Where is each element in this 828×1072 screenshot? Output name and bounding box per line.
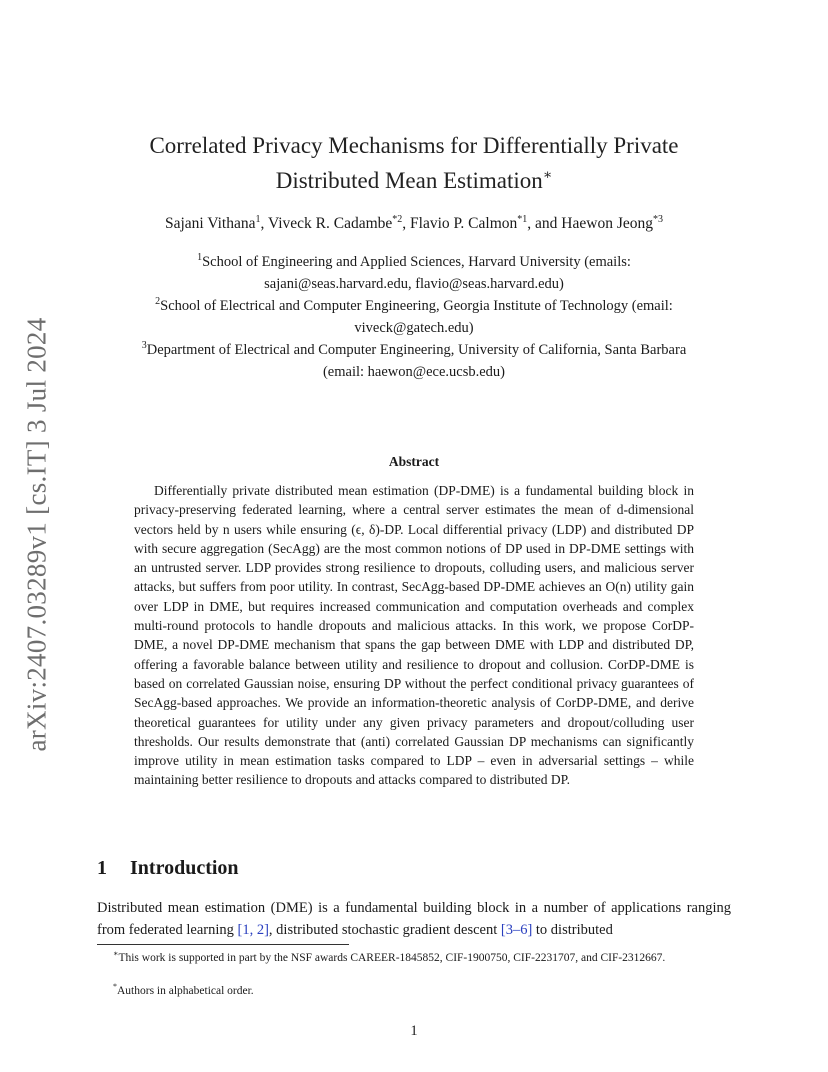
affiliation-emails: sajani@seas.harvard.edu, flavio@seas.harvard.edu) xyxy=(264,276,564,292)
introduction-paragraph xyxy=(97,897,731,941)
section-title: Introduction xyxy=(130,857,239,879)
title-footnote-mark: ∗ xyxy=(542,168,553,183)
abstract-heading: Abstract xyxy=(388,454,440,469)
footnote-mark: ∗ xyxy=(113,949,119,958)
paper-title xyxy=(100,128,728,198)
footnote-text: This work is supported in part by the NSF awards CAREER-1845852, CIF-1900750, CIF-2231707, and CIF-2312667. xyxy=(118,952,666,964)
affiliation-number: 2 xyxy=(155,296,161,307)
arxiv-stamp-text: arXiv:2407.03289v1 [cs.IT] 3 Jul 2024 xyxy=(21,316,52,752)
arxiv-identifier-stamp xyxy=(16,318,58,750)
affiliation-line: School of Engineering and Applied Sciences, Harvard University (emails: xyxy=(202,254,631,270)
footnote-divider xyxy=(97,944,349,945)
author-affiliation-mark: 1 xyxy=(255,214,261,225)
affiliation-number: 1 xyxy=(197,252,203,263)
footnote-text: Authors in alphabetical order. xyxy=(117,985,254,997)
author-affiliation-mark: *2 xyxy=(392,214,403,225)
author-affiliation-mark: *1 xyxy=(517,214,528,225)
abstract-body: Differentially private distributed mean estimation (DP-DME) is a fundamental building block in privacy-preserving federated learning, where a central server estimates the mean of d-dimensional vectors held by n users while ensuring (ϵ, δ)-DP. Local differential privacy (LDP) and distributed DP with secure aggregation (SecAgg) are the most common notions of DP used in DP-DME settings with an untrusted server. LDP provides strong resilience to dropouts, colluding users, and malicious server attacks, but suffers from poor utility. In contrast, SecAgg-based DP-DME achieves an O(n) utility gain over LDP in DME, but requires increased communication and computation overheads and complex multi-round protocols to handle dropouts and malicious attacks. In this work, we propose CorDP-DME, a novel DP-DME mechanism that spans the gap between DME with LDP and distributed DP, offering a favorable balance between utility and resilience to dropout and collusion. CorDP-DME is based on correlated Gaussian noise, ensuring DP without the perfect conditional privacy guarantees of SecAgg-based approaches. We provide an information-theoretic analysis of CorDP-DME, and derive theoretical guarantees for utility under any given privacy parameters and dropout/colluding user thresholds. Our results demonstrate that (anti) correlated Gaussian DP mechanisms can significantly improve utility in mean estimation tasks compared to LDP – even in adversarial settings – while maintaining better resilience to dropouts and attacks compared to distributed DP. xyxy=(134,483,694,788)
affiliation-line: School of Electrical and Computer Engineering, Georgia Institute of Technology (email: xyxy=(160,298,673,314)
section-number: 1 xyxy=(97,857,107,879)
affiliation-number: 3 xyxy=(141,340,147,351)
affiliation-georgia-tech xyxy=(100,295,728,339)
citation-link[interactable]: [3–6] xyxy=(500,922,533,938)
title-line-2 xyxy=(100,163,728,198)
affiliation-emails: viveck@gatech.edu) xyxy=(354,320,474,336)
section-heading-introduction xyxy=(97,857,239,880)
intro-text-part: , distributed stochastic gradient descent xyxy=(268,922,501,938)
affiliation-line: Department of Electrical and Computer Engineering, University of California, Santa Barbara xyxy=(146,342,687,358)
author-list xyxy=(80,214,748,234)
author-separator: , and xyxy=(527,215,562,232)
author-separator: , xyxy=(260,215,268,232)
footnote-funding xyxy=(97,951,731,966)
title-line-2-text: Distributed Mean Estimation xyxy=(275,168,543,193)
author-affiliation-mark: *3 xyxy=(652,214,663,225)
affiliation-ucsb xyxy=(100,339,728,383)
title-line-1: Correlated Privacy Mechanisms for Differentially Private xyxy=(149,133,679,158)
footnote-mark: * xyxy=(113,982,117,991)
page-number: 1 xyxy=(410,1023,418,1039)
author-name: Haewon Jeong xyxy=(561,215,653,232)
author-separator: , xyxy=(402,215,411,232)
affiliation-emails: (email: haewon@ece.ucsb.edu) xyxy=(322,364,506,380)
citation-link[interactable]: [1, 2] xyxy=(237,922,269,938)
intro-text-part: Distributed mean estimation (DME) is a fundamental building block in a number of applications ranging from federated learning xyxy=(97,900,731,938)
author-name: Flavio P. Calmon xyxy=(410,215,518,232)
intro-text-part: to distributed xyxy=(532,922,613,938)
author-name: Viveck R. Cadambe xyxy=(267,215,393,232)
affiliation-harvard xyxy=(100,251,728,295)
author-name: Sajani Vithana xyxy=(165,215,256,232)
footnote-author-order xyxy=(97,984,747,999)
